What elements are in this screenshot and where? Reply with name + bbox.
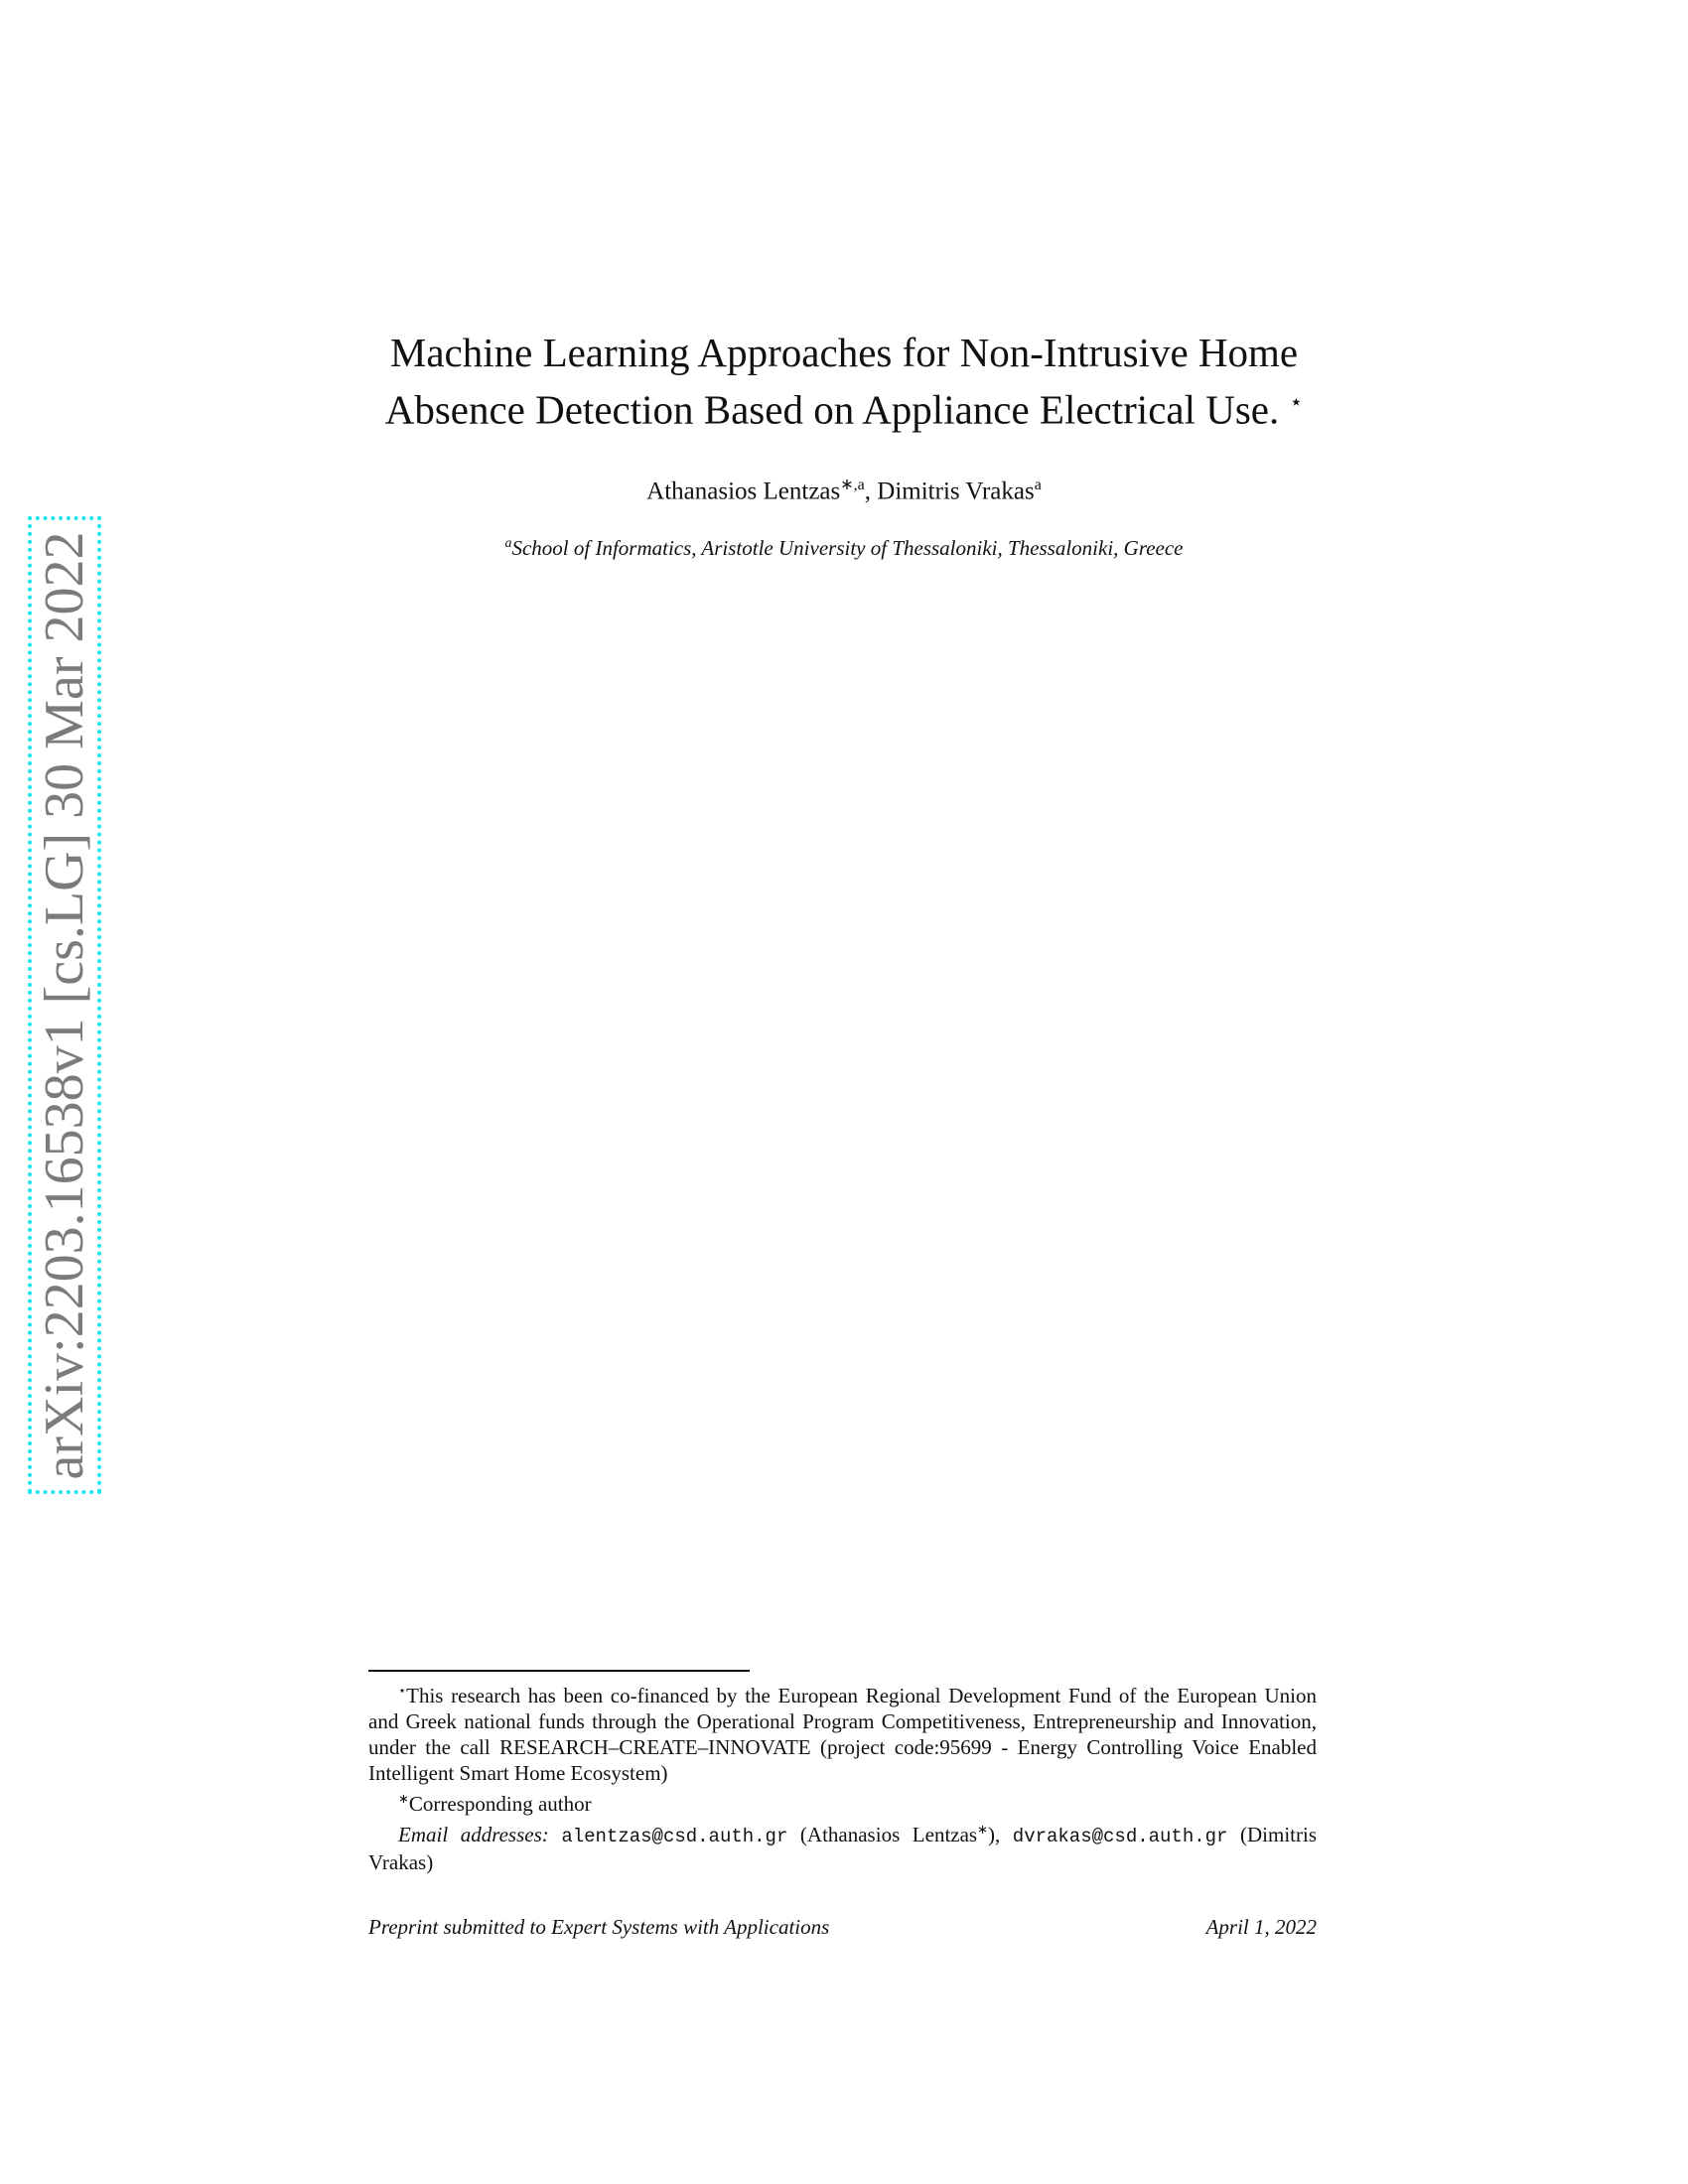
funding-footnote bbox=[368, 1678, 1317, 1786]
footnotes bbox=[368, 1678, 1317, 1875]
title-line-2-text: Absence Detection Based on Appliance Electrical Use. bbox=[384, 386, 1280, 433]
arxiv-stamp bbox=[28, 516, 101, 1494]
affiliation-text: School of Informatics, Aristotle University of Thessaloniki, Thessaloniki, Greece bbox=[511, 536, 1184, 560]
title-line-2 bbox=[298, 377, 1390, 435]
arxiv-identifier[interactable]: arXiv:2203.16538v1 [cs.LG] 30 Mar 2022 bbox=[34, 531, 95, 1479]
email-owner-mark: ∗ bbox=[977, 1822, 988, 1837]
email-footnote bbox=[368, 1817, 1317, 1875]
corresponding-footnote bbox=[368, 1786, 1317, 1817]
email-owner: (Athanasios Lentzas bbox=[787, 1823, 978, 1846]
funding-mark: ⋆ bbox=[398, 1683, 407, 1698]
email-link[interactable]: alentzas@csd.auth.gr bbox=[561, 1826, 788, 1847]
corresponding-mark: ∗ bbox=[398, 1791, 409, 1806]
author-separator: , bbox=[864, 478, 878, 505]
paper-title bbox=[298, 328, 1390, 435]
footnote-divider bbox=[368, 1670, 750, 1672]
author-list bbox=[298, 475, 1390, 505]
title-line-1: Machine Learning Approaches for Non-Intrusive Home bbox=[389, 330, 1299, 375]
preprint-date: April 1, 2022 bbox=[1205, 1915, 1317, 1939]
title-footnote-mark[interactable]: ⋆ bbox=[1289, 389, 1304, 414]
corresponding-text: Corresponding author bbox=[408, 1792, 592, 1816]
email-label: Email addresses: bbox=[398, 1823, 549, 1846]
journal-note: Preprint submitted to Expert Systems with Applications bbox=[368, 1915, 830, 1939]
affiliation bbox=[298, 536, 1390, 561]
author-marks[interactable]: a bbox=[1034, 477, 1042, 493]
email-owner: (Dimitris Vrakas) bbox=[368, 1823, 1317, 1874]
email-link[interactable]: dvrakas@csd.auth.gr bbox=[1012, 1826, 1228, 1847]
email-separator: ), bbox=[988, 1823, 1013, 1846]
affiliation-mark: a bbox=[504, 536, 512, 551]
author-name: Athanasios Lentzas bbox=[646, 478, 841, 505]
author-marks[interactable]: ∗,a bbox=[840, 477, 865, 493]
funding-text: This research has been co-financed by the European Regional Development Fund of the European Union and Greek national funds through the Operational Program Competitiveness, Entrepreneurship and Innovation, under the call RESEARCH–CREATE–INNOVATE (project code:95699 - Energy Controlling Voice Enabled Intelligent Smart Home Ecosystem) bbox=[368, 1684, 1317, 1785]
author-name: Dimitris Vrakas bbox=[877, 478, 1035, 505]
